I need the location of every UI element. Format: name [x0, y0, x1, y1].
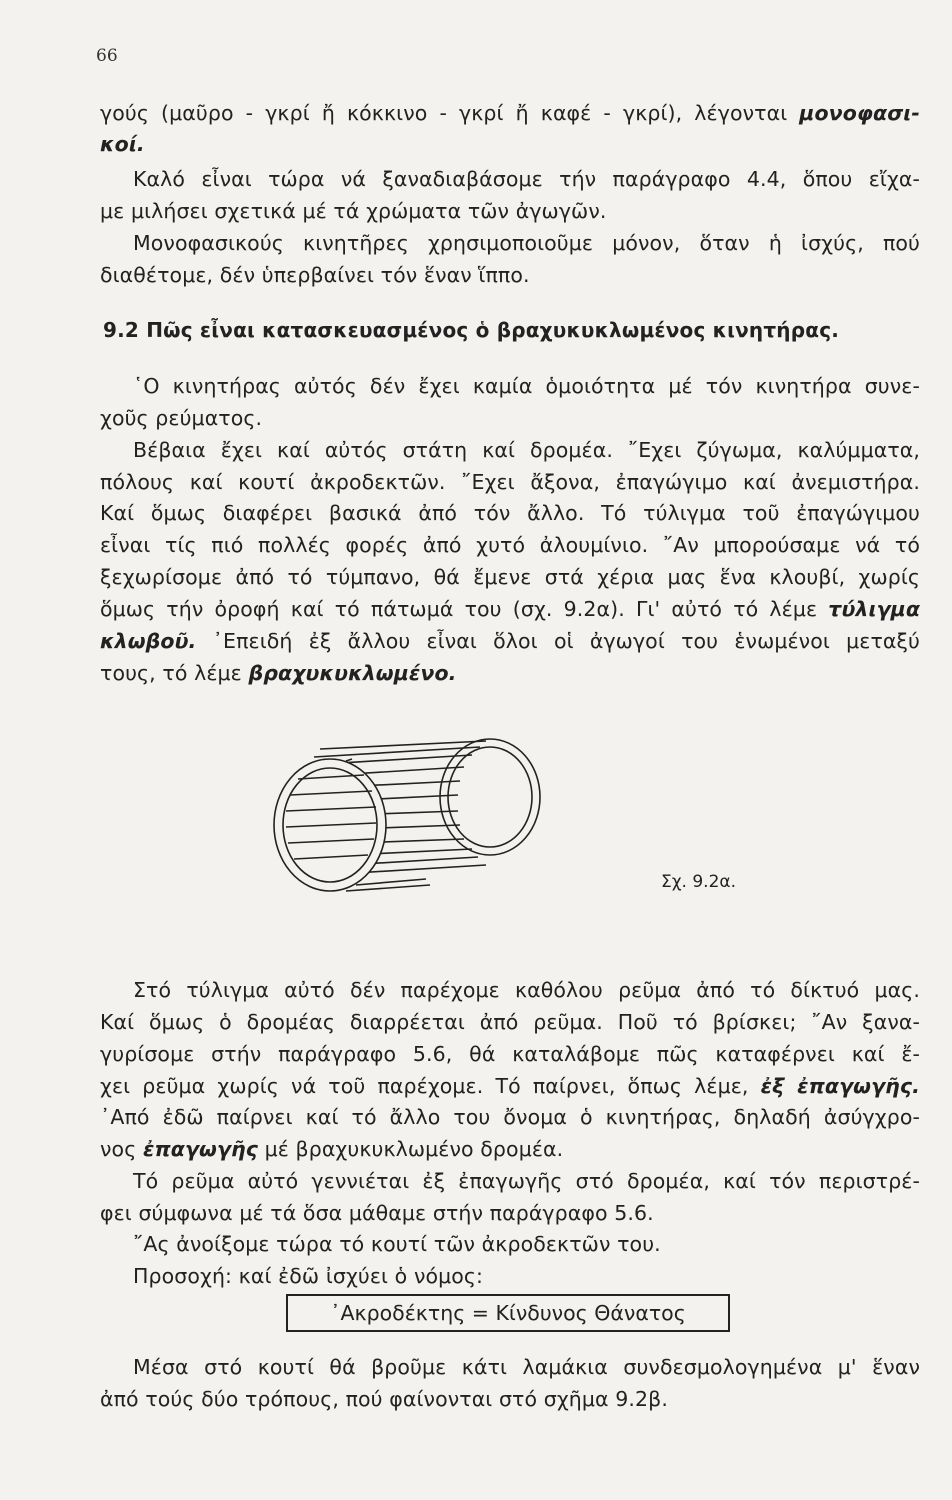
term-short-circuited: βραχυκυκλωμένο. [248, 661, 457, 685]
term-cage-winding: τύλιγμα [828, 597, 920, 621]
para1-line1 [100, 100, 920, 126]
squirrel-cage-figure [250, 735, 550, 905]
term-cage-winding-end: κλωβοῦ. [100, 629, 197, 653]
para5-line4: εἶναι τίς πιό πολλές φορές ἀπό χυτό ἀλουμίνιο. ῎Αν μπορούσαμε νά τό [100, 533, 920, 557]
para5-line1: Βέβαια ἔχει καί αὐτός στάτη καί δρομέα. ῎Εχει ζύγωμα, καλύμματα, [133, 438, 920, 462]
para6-line6-text-b: μέ βραχυκυκλωμένο δρομέα. [257, 1137, 564, 1161]
para2-line2: με μιλήσει σχετικά μέ τά χρώματα τῶν ἀγωγῶν. [100, 199, 607, 223]
para6-line4 [100, 1073, 920, 1099]
warning-box: ᾿Ακροδέκτης = Κίνδυνος Θάνατος [286, 1294, 730, 1332]
para6-line6 [100, 1136, 920, 1162]
para1-line2 [100, 131, 920, 157]
para1-text: γούς (μαῦρο - γκρί ἤ κόκκινο - γκρί ἤ καφέ - γκρί), λέγονται [100, 101, 800, 125]
para2-line1: Καλό εἶναι τώρα νά ξαναδιαβάσομε τήν παράγραφο 4.4, ὅπου εἴχα- [133, 167, 920, 191]
para6-line6-text-a: νος [100, 1137, 143, 1161]
para5-line2: πόλους καί κουτί ἀκροδεκτῶν. ῎Εχει ἄξονα, ἐπαγώγιμο καί ἀνεμιστήρα. [100, 470, 920, 494]
term-induction: ἐπαγωγῆς [142, 1137, 258, 1161]
para10-line2: ἀπό τούς δύο τρόπους, πού φαίνονται στό σχῆμα 9.2β. [100, 1387, 668, 1411]
para3-line2: διαθέτομε, δέν ὑπερβαίνει τόν ἕναν ἵππο. [100, 263, 530, 287]
para9-line: Προσοχή: καί ἐδῶ ἰσχύει ὁ νόμος: [133, 1264, 484, 1288]
term-by-induction: ἐξ ἐπαγωγῆς. [760, 1074, 920, 1098]
para5-line7-text: ᾿Επειδή ἐξ ἄλλου εἶναι ὅλοι οἱ ἀγωγοί του ἑνωμένοι μεταξύ [196, 629, 920, 653]
para6-line1: Στό τύλιγμα αὐτό δέν παρέχομε καθόλου ρεῦμα ἀπό τό δίκτυό μας. [133, 978, 920, 1002]
para8-line: ῎Ας ἀνοίξομε τώρα τό κουτί τῶν ἀκροδεκτῶν του. [133, 1232, 661, 1256]
cage-drawing [274, 739, 540, 891]
section-heading: 9.2 Πῶς εἶναι κατασκευασμένος ὁ βραχυκυκλωμένος κινητήρας. [103, 318, 840, 342]
far-ring-inner [448, 747, 532, 847]
para4-line1: ῾Ο κινητήρας αὐτός δέν ἔχει καμία ὁμοιότητα μέ τόν κινητήρα συνε- [133, 374, 920, 398]
para5-line5: ξεχωρίσομε ἀπό τό τύμπανο, θά ἔμενε στά χέρια μας ἕνα κλουβί, χωρίς [100, 565, 920, 589]
para5-line8-text: τους, τό λέμε [100, 661, 249, 685]
para4-line2: χοῦς ρεύματος. [100, 406, 263, 430]
para6-line4-text: χει ρεῦμα χωρίς νά τοῦ παρέχομε. Τό παίρνει, ὅπως λέμε, [100, 1074, 761, 1098]
figure-caption: Σχ. 9.2α. [661, 872, 737, 892]
para5-line6-text: ὅμως τήν ὀροφή καί τό πάτωμά του (σχ. 9.2α). Γι' αὐτό τό λέμε [100, 597, 829, 621]
para7-line1: Τό ρεῦμα αὐτό γεννιέται ἐξ ἐπαγωγῆς στό δρομέα, καί τόν περιστρέ- [133, 1169, 920, 1193]
term-monophasic: μονοφασι- [799, 101, 920, 125]
para10-line1: Μέσα στό κουτί θά βροῦμε κάτι λαμάκια συνδεσμολογημένα μ' ἕναν [133, 1355, 920, 1379]
para7-line2: φει σύμφωνα μέ τά ὅσα μάθαμε στήν παράγραφο 5.6. [100, 1201, 654, 1225]
page-number: 66 [96, 46, 118, 66]
para5-line6 [100, 596, 920, 622]
para5-line8 [100, 660, 920, 686]
para6-line3: γυρίσομε στήν παράγραφο 5.6, θά καταλάβομε πῶς καταφέρνει καί ἔ- [100, 1042, 920, 1066]
para6-line2: Καί ὅμως ὁ δρομέας διαρρέεται ἀπό ρεῦμα. Ποῦ τό βρίσκει; ῎Αν ξανα- [100, 1010, 920, 1034]
para5-line3: Καί ὅμως διαφέρει βασικά ἀπό τόν ἄλλο. Τό τύλιγμα τοῦ ἐπαγώγιμου [100, 501, 920, 525]
para3-line1: Μονοφασικούς κινητῆρες χρησιμοποιοῦμε μόνον, ὅταν ἡ ἰσχύς, πού [133, 231, 920, 255]
para6-line5: ᾿Από ἐδῶ παίρνει καί τό ἄλλο του ὄνομα ὁ κινητήρας, δηλαδή ἀσύγχρο- [100, 1105, 920, 1129]
para5-line7 [100, 628, 920, 654]
term-monophasic-end: κοί. [100, 132, 145, 156]
